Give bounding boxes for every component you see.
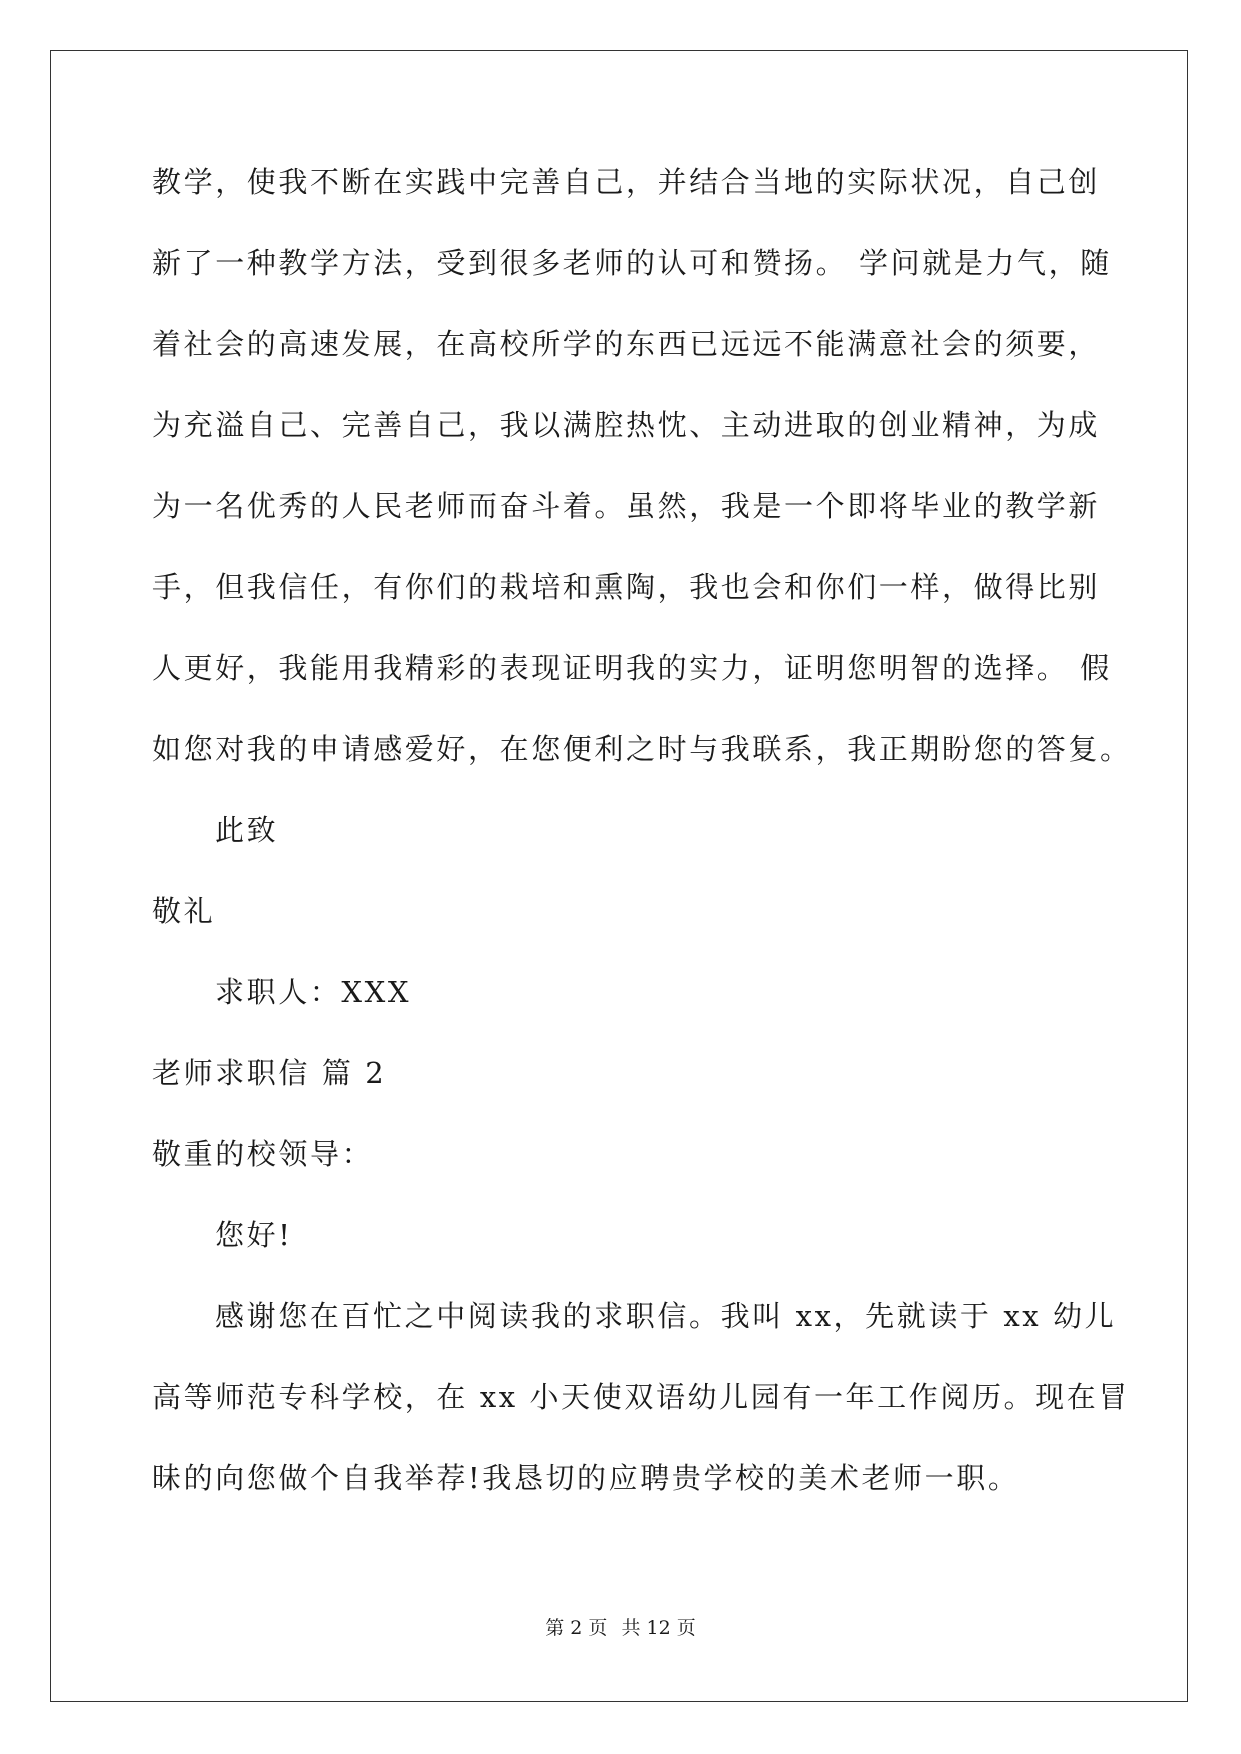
regards: 敬礼 [152, 894, 216, 928]
document-body [152, 162, 1132, 1539]
greeting: 您好! [215, 1218, 293, 1252]
text-line-2: 新了一种教学方法，受到很多老师的认可和赞扬。 学问就是力气，随 [152, 246, 1112, 280]
text-line-7: 人更好，我能用我精彩的表现证明我的实力，证明您明智的选择。 假 [152, 651, 1112, 685]
salutation-closing: 此致 [215, 813, 279, 847]
text-line-6: 手，但我信任，有你们的栽培和熏陶，我也会和你们一样，做得比别 [152, 570, 1101, 604]
text-line-5: 为一名优秀的人民老师而奋斗着。虽然，我是一个即将毕业的教学新 [152, 489, 1101, 523]
page-number: 第 2 页 [545, 1617, 608, 1639]
applicant-signature: 求职人：XXX [215, 975, 412, 1009]
text-line-16: 高等师范专科学校，在 xx 小天使双语幼儿园有一年工作阅历。现在冒 [152, 1380, 1130, 1414]
text-line-17: 昧的向您做个自我举荐!我恳切的应聘贵学校的美术老师一职。 [152, 1461, 1020, 1495]
text-line-4: 为充溢自己、完善自己，我以满腔热忱、主动进取的创业精神，为成 [152, 408, 1101, 442]
greeting-recipient: 敬重的校领导： [152, 1137, 374, 1171]
text-line-8: 如您对我的申请感爱好，在您便利之时与我联系，我正期盼您的答复。 [152, 732, 1132, 766]
page-total: 共 12 页 [621, 1617, 696, 1639]
text-line-3: 着社会的高速发展，在高校所学的东西已远远不能满意社会的须要， [152, 327, 1101, 361]
page-footer [0, 1616, 1241, 1640]
section-heading: 老师求职信 篇 2 [152, 1056, 387, 1090]
text-line-15: 感谢您在百忙之中阅读我的求职信。我叫 xx，先就读于 xx 幼儿 [215, 1299, 1117, 1333]
text-line-1: 教学，使我不断在实践中完善自己，并结合当地的实际状况，自己创 [152, 165, 1101, 199]
